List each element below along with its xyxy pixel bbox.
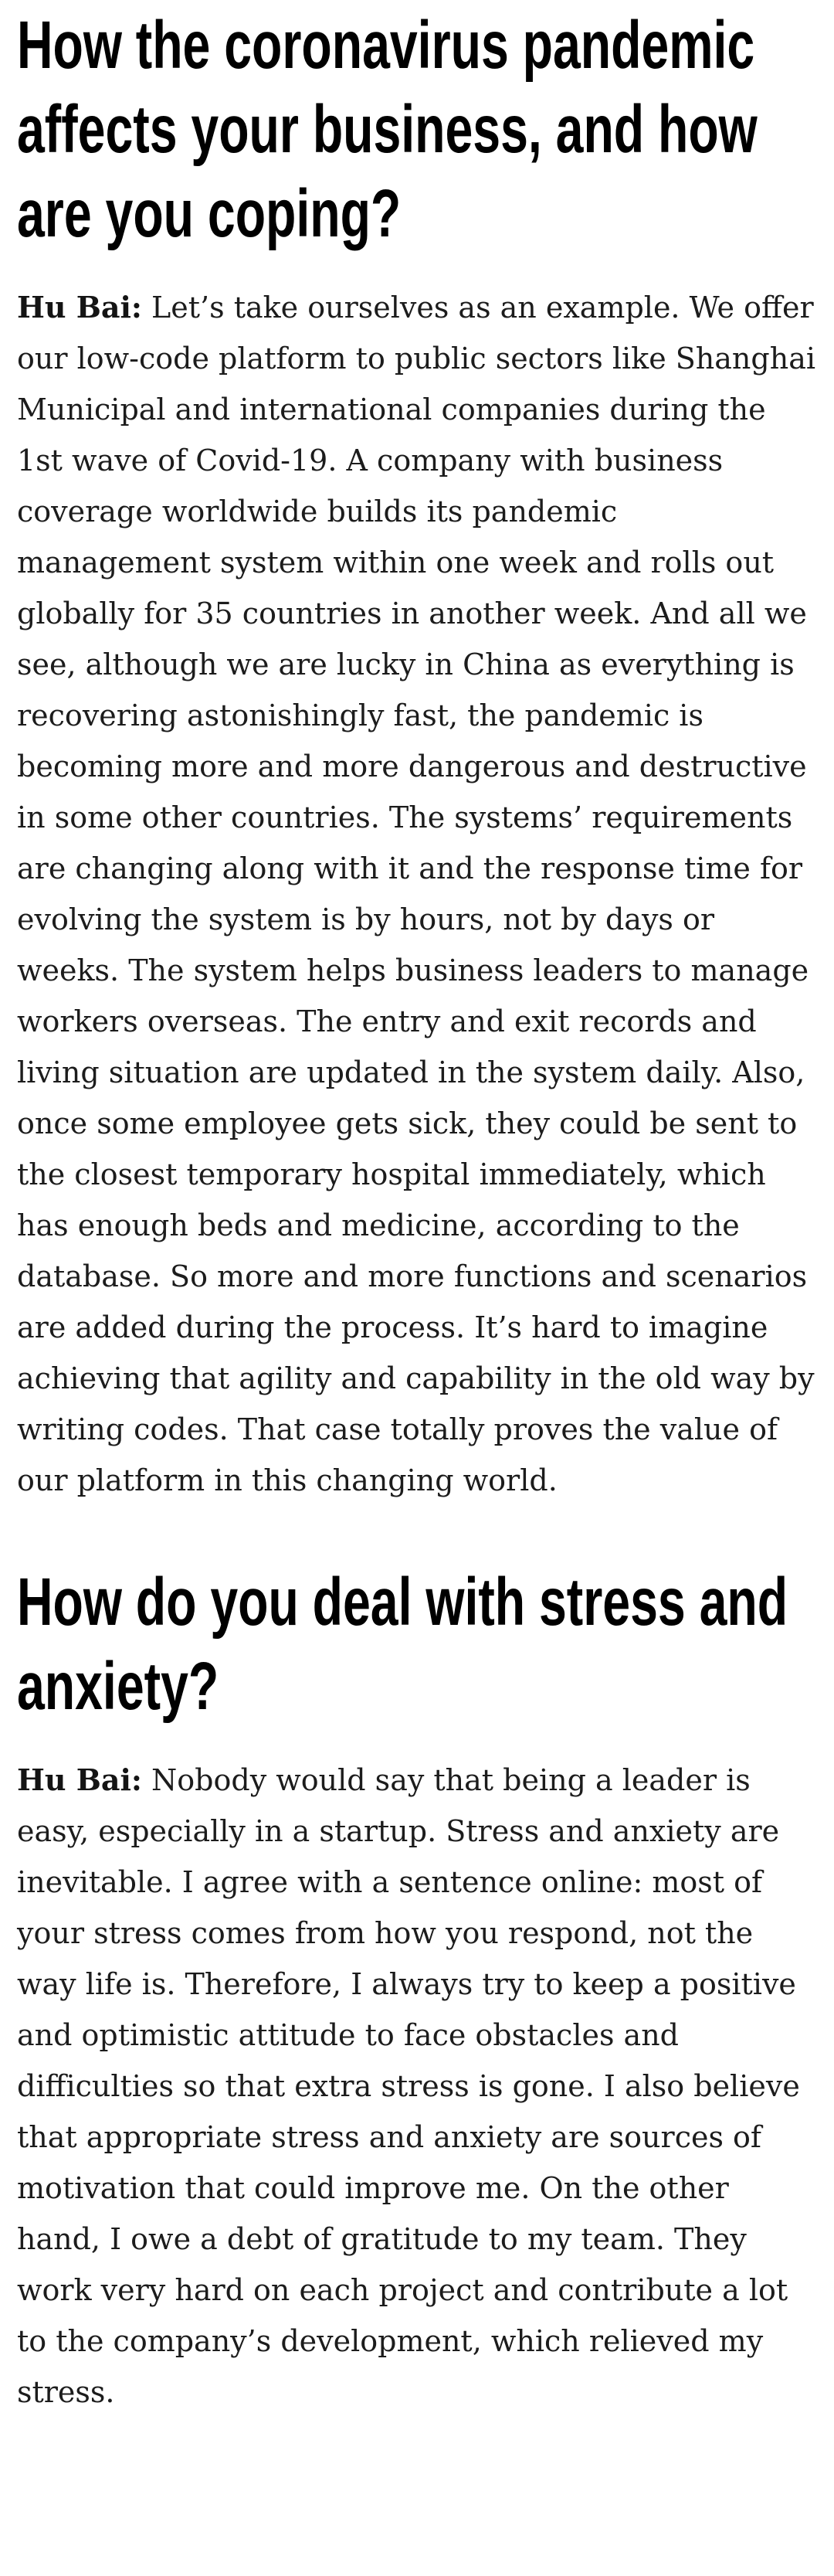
question-heading-stress: How do you deal with stress and anxiety? [17, 1565, 788, 1724]
answer-paragraph [17, 282, 817, 1506]
question-heading-pandemic: How the coronavirus pandemic affects your business, and how are you coping? [17, 8, 758, 251]
paragraph-text: Nobody would say that being a leader is easy, especially in a startup. Stress and anxiety are inevitable. I agree with a sentence online: most of your stress comes from how you respond, not the way life is. Therefore, I always try to keep a positive and optimistic attitude to face obstacles and difficulties so that extra stress is gone. I also believe that appropriate stress and anxiety are sources of motivation that could improve me. On the other hand, I owe a debt of gratitude to my team. They work very hard on each project and contribute a lot to the company’s development, which relieved my stress. [17, 1763, 800, 2409]
speaker-label: Hu Bai: [17, 1762, 142, 1797]
section-stress-anxiety [17, 1560, 817, 2418]
paragraph-text: Let’s take ourselves as an example. We offer our low-code platform to public sectors like Shanghai Municipal and international companies during the 1st wave of Covid-19. A company with business coverage worldwide builds its pandemic management system within one week and rolls out globally for 35 countries in another week. And all we see, although we are lucky in China as everything is recovering astonishingly fast, the pandemic is becoming more and more dangerous and destructive in some other countries. The systems’ requirements are changing along with it and the response time for evolving the system is by hours, not by days or weeks. The system helps business leaders to manage workers overseas. The entry and exit records and living situation are updated in the system daily. Also, once some employee gets sick, they could be sent to the closest temporary hospital immediately, which has enough beds and medicine, according to the database. So more and more functions and scenarios are added during the process. It’s hard to imagine achieving that agility and capability in the old way by writing codes. That case totally proves the value of our platform in this changing world. [17, 291, 815, 1497]
section-pandemic-business [17, 3, 817, 1506]
interview-article [17, 3, 817, 2418]
speaker-label: Hu Bai: [17, 290, 142, 325]
answer-paragraph [17, 1755, 817, 2418]
